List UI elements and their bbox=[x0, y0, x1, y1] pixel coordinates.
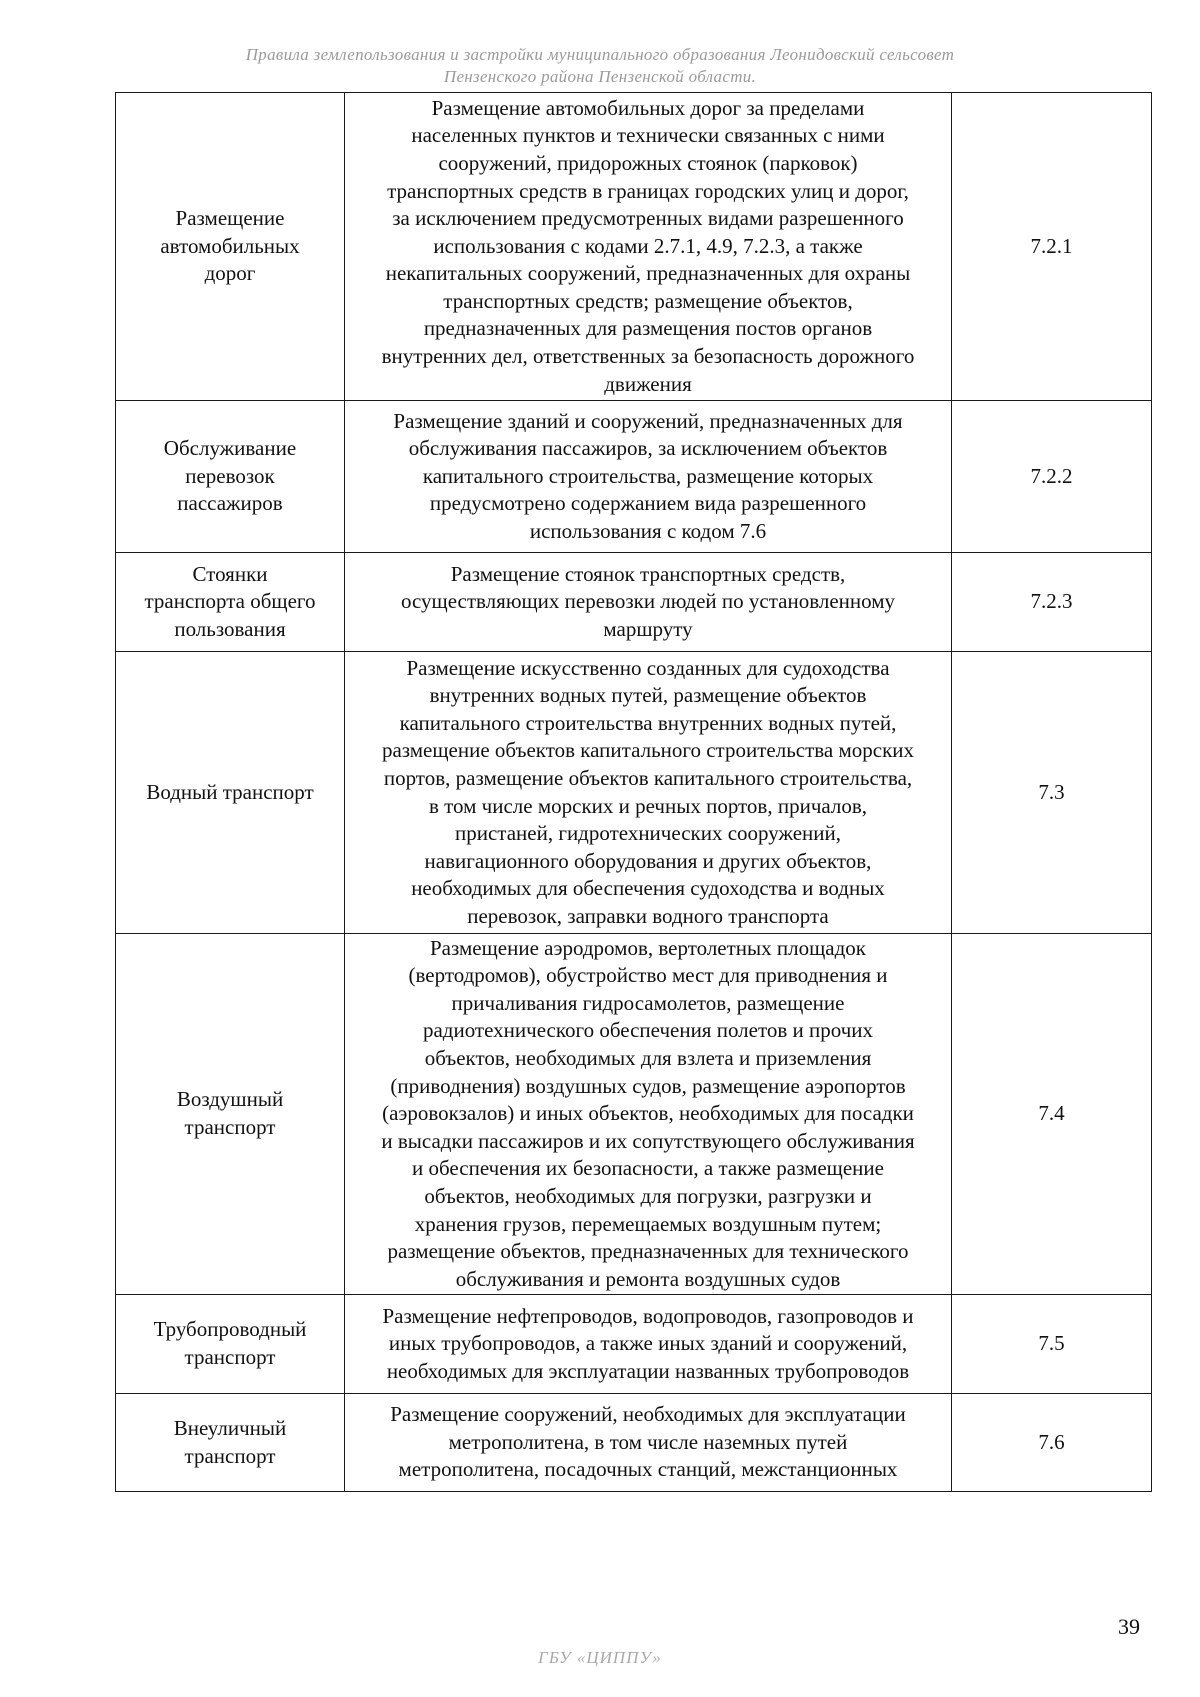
cell-line: Размещение bbox=[175, 206, 285, 231]
land-use-type-cell bbox=[116, 553, 345, 652]
cell-line: перевозок, заправки водного транспорта bbox=[467, 903, 829, 928]
land-use-type-cell bbox=[116, 1295, 345, 1394]
cell-line: некапитальных сооружений, предназначенных для охраны bbox=[385, 261, 911, 286]
land-use-type-cell bbox=[116, 93, 345, 401]
cell-line: Обслуживание bbox=[163, 436, 297, 461]
land-use-type-cell bbox=[116, 1394, 345, 1492]
land-use-type-cell bbox=[116, 934, 345, 1295]
cell-line: объектов, необходимых для погрузки, разгрузки и bbox=[424, 1183, 872, 1208]
cell-line: сооружений, придорожных стоянок (парковок) bbox=[438, 150, 858, 175]
land-use-type-cell bbox=[116, 652, 345, 934]
cell-line: Стоянки bbox=[192, 561, 268, 586]
cell-line: Размещение автомобильных дорог за пределами bbox=[431, 95, 865, 120]
table-row bbox=[116, 93, 1152, 401]
table-row bbox=[116, 1394, 1152, 1492]
cell-line: предусмотрено содержанием вида разрешенного bbox=[429, 491, 867, 516]
cell-line: использования с кодом 7.6 bbox=[529, 518, 767, 543]
page-number: 39 bbox=[1118, 1614, 1140, 1639]
cell-line: дорог bbox=[204, 261, 256, 286]
cell-line: Размещение сооружений, необходимых для эксплуатации bbox=[390, 1402, 906, 1427]
cell-line: обслуживания пассажиров, за исключением объектов bbox=[408, 436, 888, 461]
cell-line: транспорт bbox=[184, 1345, 276, 1369]
cell-line: пользования bbox=[174, 616, 286, 641]
cell-line: необходимых для обеспечения судоходства и водных bbox=[411, 876, 885, 901]
land-use-code-cell: 7.2.2 bbox=[952, 401, 1152, 553]
table-row bbox=[116, 652, 1152, 934]
cell-line: транспорта общего bbox=[144, 589, 316, 614]
cell-line: использования с кодами 2.7.1, 4.9, 7.2.3, а также bbox=[433, 233, 863, 258]
land-use-code-cell: 7.3 bbox=[952, 652, 1152, 934]
cell-line: пассажиров bbox=[177, 491, 283, 516]
land-use-description-cell bbox=[345, 1295, 952, 1394]
table-body bbox=[116, 93, 1152, 1492]
cell-line: движения bbox=[604, 371, 692, 396]
land-use-code-cell: 7.5 bbox=[952, 1295, 1152, 1394]
cell-line: в том числе морских и речных портов, причалов, bbox=[428, 793, 868, 818]
land-use-description-cell bbox=[345, 553, 952, 652]
land-use-type-cell bbox=[116, 401, 345, 553]
cell-line: предназначенных для размещения постов органов bbox=[423, 316, 873, 341]
cell-line: радиотехнического обеспечения полетов и прочих bbox=[422, 1018, 874, 1043]
cell-line: портов, размещение объектов капитального строительства, bbox=[383, 765, 913, 790]
land-use-description-cell bbox=[345, 934, 952, 1295]
cell-line: (приводнения) воздушных судов, размещение аэропортов bbox=[390, 1073, 906, 1098]
land-use-code-cell: 7.2.3 bbox=[952, 553, 1152, 652]
cell-line: Размещение искусственно созданных для судоходства bbox=[406, 655, 890, 680]
cell-line: автомобильных bbox=[160, 233, 300, 258]
cell-line: перевозок bbox=[185, 463, 275, 488]
cell-line: Размещение аэродромов, вертолетных площадок bbox=[430, 935, 866, 960]
land-use-table bbox=[115, 92, 1152, 1492]
cell-line: (аэровокзалов) и иных объектов, необходимых для посадки bbox=[382, 1101, 914, 1126]
cell-line: и высадки пассажиров и их сопутствующего обслуживания bbox=[381, 1128, 915, 1153]
cell-line: и обеспечения их безопасности, а также размещение bbox=[412, 1156, 884, 1181]
header-line-2: Пензенского района Пензенской области. bbox=[443, 67, 757, 86]
cell-line: транспортных средств; размещение объектов, bbox=[443, 288, 853, 313]
cell-line: объектов, необходимых для взлета и приземления bbox=[424, 1046, 872, 1071]
cell-line: за исключением предусмотренных видами разрешенного bbox=[392, 206, 904, 231]
land-use-code-cell: 7.6 bbox=[952, 1394, 1152, 1492]
cell-line: размещение объектов капитального строительства морских bbox=[381, 738, 915, 763]
cell-line: необходимых для эксплуатации названных трубопроводов bbox=[386, 1358, 910, 1383]
cell-line: Трубопроводный bbox=[153, 1317, 307, 1342]
cell-line: обслуживания и ремонта воздушных судов bbox=[455, 1266, 841, 1291]
land-use-description-cell bbox=[345, 652, 952, 934]
table-row bbox=[116, 934, 1152, 1295]
cell-line: Размещение нефтепроводов, водопроводов, газопроводов и bbox=[382, 1303, 914, 1328]
land-use-description-cell bbox=[345, 401, 952, 553]
cell-line: Воздушный bbox=[176, 1087, 284, 1112]
cell-line: Внеуличный bbox=[173, 1415, 287, 1440]
cell-line: причаливания гидросамолетов, размещение bbox=[451, 990, 845, 1015]
table-row bbox=[116, 553, 1152, 652]
cell-line: навигационного оборудования и других объектов, bbox=[424, 848, 872, 873]
cell-line: транспорт bbox=[184, 1443, 276, 1468]
page-footer: ГБУ «ЦИППУ» bbox=[538, 1648, 662, 1667]
cell-line: размещение объектов, предназначенных для технического bbox=[387, 1239, 909, 1264]
cell-line: населенных пунктов и технически связанных с ними bbox=[411, 123, 885, 148]
cell-line: Размещение стоянок транспортных средств, bbox=[450, 561, 846, 586]
cell-line: Размещение зданий и сооружений, предназначенных для bbox=[393, 408, 903, 433]
cell-line: внутренних дел, ответственных за безопасность дорожного bbox=[381, 344, 915, 369]
header-line-1: Правила землепользования и застройки муниципального образования Леонидовский сельсовет bbox=[245, 45, 955, 64]
cell-line: (вертодромов), обустройство мест для приводнения и bbox=[408, 963, 888, 988]
cell-line: капитального строительства, размещение которых bbox=[422, 463, 874, 488]
land-use-code-cell: 7.2.1 bbox=[952, 93, 1152, 401]
cell-line: транспорт bbox=[184, 1115, 276, 1139]
cell-line: транспортных средств в границах городских улиц и дорог, bbox=[387, 178, 909, 203]
cell-line: метрополитена, посадочных станций, межстанционных bbox=[398, 1457, 898, 1482]
cell-line: иных трубопроводов, а также иных зданий и сооружений, bbox=[388, 1331, 908, 1356]
cell-line: метрополитена, в том числе наземных путей bbox=[448, 1429, 848, 1454]
cell-line: внутренних водных путей, размещение объектов bbox=[429, 683, 867, 708]
land-use-code-cell: 7.4 bbox=[952, 934, 1152, 1295]
cell-line: маршруту bbox=[603, 616, 693, 641]
land-use-description-cell bbox=[345, 1394, 952, 1492]
cell-line: капитального строительства внутренних водных путей, bbox=[399, 710, 897, 735]
cell-line: осуществляющих перевозки людей по установленному bbox=[400, 589, 896, 614]
running-header bbox=[0, 44, 1200, 88]
land-use-description-cell bbox=[345, 93, 952, 401]
cell-line: хранения грузов, перемещаемых воздушным путем; bbox=[414, 1211, 882, 1236]
cell-line: пристаней, гидротехнических сооружений, bbox=[454, 821, 841, 846]
table-row bbox=[116, 1295, 1152, 1394]
cell-line: Водный транспорт bbox=[146, 779, 314, 804]
table-row bbox=[116, 401, 1152, 553]
